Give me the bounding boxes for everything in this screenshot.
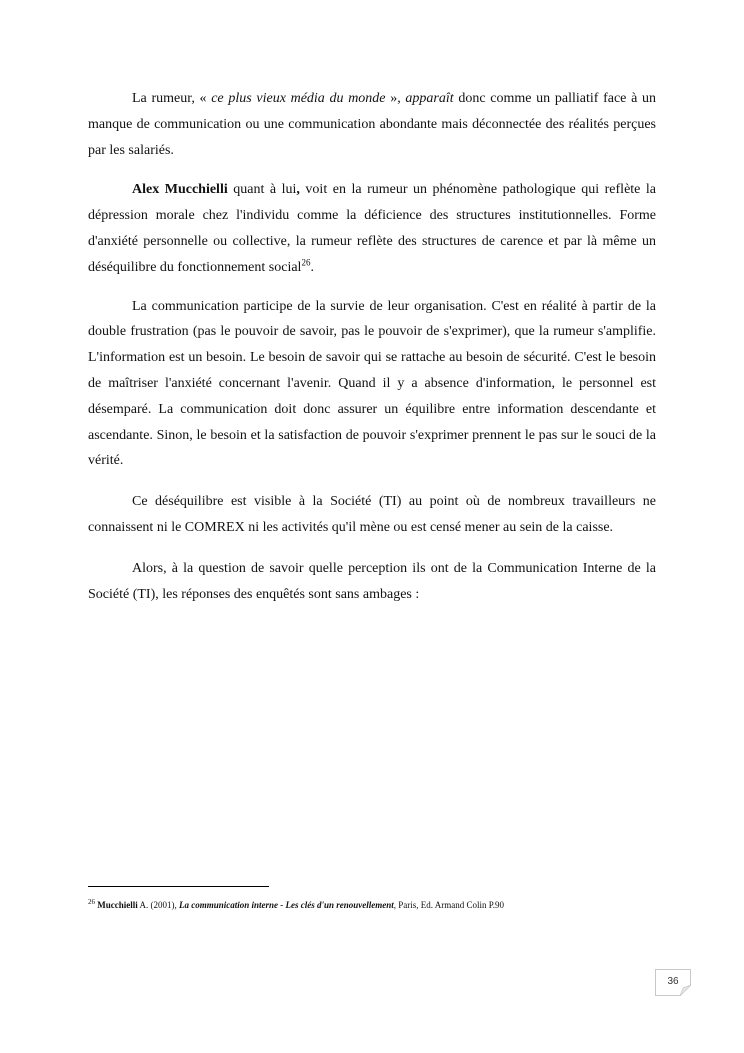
quote-italic: ce plus vieux média du monde bbox=[211, 91, 386, 106]
footnote-reference[interactable]: 26 bbox=[301, 257, 311, 268]
footnote-number: 26 bbox=[88, 898, 95, 906]
bold-comma: , bbox=[296, 182, 300, 198]
text-segment: », bbox=[385, 91, 406, 106]
page-number-badge bbox=[655, 969, 691, 996]
text-segment: voit en la rumeur un phénomène pathologique qui reflète la dépression morale chez l'individu comme la déficience des structures institutionnelles. Forme d'anxiété personnelle ou collective, la rumeur reflète des structures de carence et par là même un déséquilibre du fonctionnement social bbox=[88, 182, 657, 275]
text-segment: donc comme un palliatif face à un manque de communication ou une communication abondante mais déconnectée des réalités perçues par les salariés. bbox=[88, 91, 656, 158]
text-segment: Alors, à la question de savoir quelle perception ils ont de la Communication Interne de la Société (TI), les réponses des enquêtés sont sans ambages : bbox=[88, 560, 656, 602]
text-segment: La rumeur, « bbox=[132, 91, 212, 106]
paragraph-communication bbox=[88, 294, 656, 475]
footnote-text: A. (2001), bbox=[137, 900, 179, 910]
paragraph-mucchielli bbox=[88, 177, 656, 280]
text-segment: . bbox=[310, 259, 314, 275]
footnote-separator bbox=[88, 886, 269, 887]
text-segment: Ce déséquilibre est visible à la Société (TI) au point où de nombreux travailleurs ne connaissent ni le COMREX ni les activités qu'il mène ou est censé mener au sein de la caisse. bbox=[88, 494, 656, 535]
text-segment: La communication participe de la survie de leur organisation. C'est en réalité à partir de la double frustration (pas le pouvoir de savoir, pas le pouvoir de s'exprimer), que la rumeur s'amplifie. L'information est un besoin. Le besoin de savoir qui se rattache au besoin de sécurité. C'est le besoin de maîtriser l'anxiété concernant l'avenir. Quand il y a absence d'information, le personnel est désemparé. La communication doit donc assurer un équilibre entre information descendante et ascendante. Sinon, le besoin et la satisfaction de pouvoir s'exprimer prennent le pas sur le souci de la vérité. bbox=[88, 298, 656, 469]
paragraph-perception bbox=[88, 556, 656, 608]
body-text bbox=[88, 86, 656, 621]
paragraph-desequilibre bbox=[88, 489, 656, 541]
verb-italic: apparaît bbox=[405, 91, 454, 106]
author-name-bold: Alex Mucchielli bbox=[132, 182, 228, 198]
footnote-title: La communication interne - Les clés d'un renouvellement bbox=[179, 900, 394, 910]
text-segment: quant à lui bbox=[227, 182, 297, 198]
paragraph-rumeur bbox=[88, 86, 656, 163]
footnote-author: Mucchielli bbox=[97, 900, 138, 910]
page-curl-icon bbox=[680, 985, 691, 996]
footnote-text: , Paris, Ed. Armand Colin P.90 bbox=[393, 900, 505, 910]
footnote bbox=[88, 899, 688, 911]
page-number: 36 bbox=[667, 976, 679, 987]
